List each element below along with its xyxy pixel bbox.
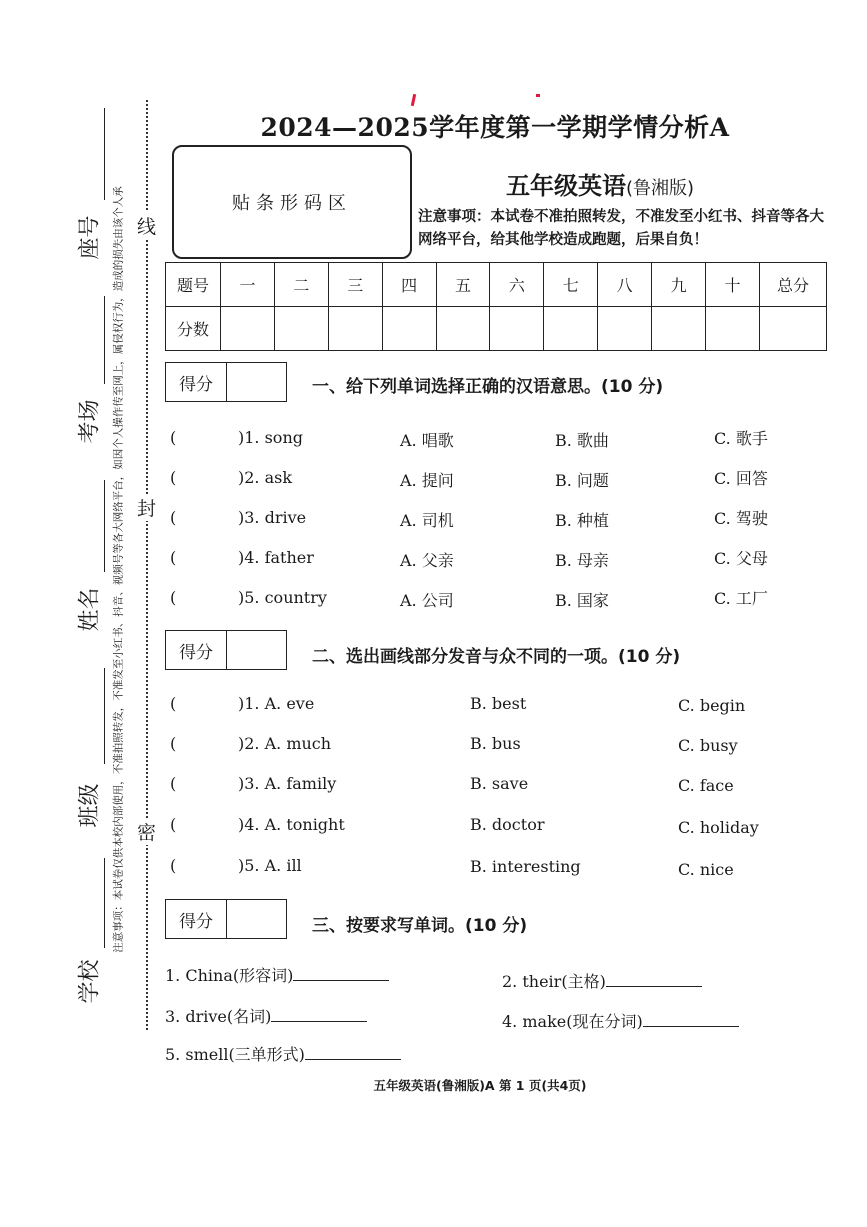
score-input-cell[interactable] bbox=[706, 307, 760, 351]
subject-edition: (鲁湘版) bbox=[625, 178, 695, 199]
score-input-cell[interactable] bbox=[598, 307, 652, 351]
question-number: )2. ask bbox=[238, 468, 293, 487]
fill-item-prompt: 2. their(主格) bbox=[502, 972, 606, 991]
paren: ( bbox=[170, 548, 177, 567]
question-number: )2. A. much bbox=[238, 734, 332, 753]
answer-blank[interactable] bbox=[293, 966, 389, 981]
paren: ( bbox=[170, 468, 177, 487]
section1-heading: 一、给下列单词选择正确的汉语意思。(10 分) bbox=[312, 377, 664, 397]
option-c[interactable]: C. 驾驶 bbox=[714, 509, 768, 528]
barcode-area-label: 贴条形码区 bbox=[232, 193, 352, 214]
option-c[interactable]: C. 回答 bbox=[714, 469, 768, 488]
paren: ( bbox=[170, 815, 177, 834]
fill-item-prompt: 4. make(现在分词) bbox=[502, 1012, 643, 1031]
option-b[interactable]: B. 种植 bbox=[555, 511, 609, 530]
option-b[interactable]: B. 母亲 bbox=[555, 551, 609, 570]
red-mark bbox=[536, 94, 540, 97]
score-table-cell: 六 bbox=[490, 263, 544, 307]
score-box-label: 得分 bbox=[166, 900, 227, 938]
score-table-cell: 九 bbox=[652, 263, 706, 307]
score-input-cell[interactable] bbox=[544, 307, 598, 351]
exam-room-line bbox=[104, 296, 105, 384]
score-input-cell[interactable] bbox=[221, 307, 275, 351]
option-a[interactable]: A. 公司 bbox=[400, 591, 454, 610]
option-a[interactable]: A. 父亲 bbox=[400, 551, 454, 570]
option-c[interactable]: C. nice bbox=[678, 860, 734, 879]
fill-item bbox=[502, 1009, 739, 1032]
question-number: )5. country bbox=[238, 588, 327, 607]
score-table-cell: 题号 bbox=[166, 263, 221, 307]
question-number: )1. song bbox=[238, 428, 303, 447]
fill-item-prompt: 5. smell(三单形式) bbox=[165, 1045, 305, 1064]
question-number: )4. father bbox=[238, 548, 314, 567]
paren: ( bbox=[170, 734, 177, 753]
option-b[interactable]: B. doctor bbox=[470, 815, 545, 834]
red-mark bbox=[411, 94, 416, 106]
paren: ( bbox=[170, 774, 177, 793]
score-input-cell[interactable] bbox=[328, 307, 382, 351]
warning-notice: 注意事项：本试卷不准拍照转发，不准发至小红书、抖音等各大网络平台，给其他学校造成跑题，后果自负！ bbox=[418, 209, 824, 248]
seal-char-secret: 密 bbox=[137, 818, 156, 845]
seat-label: 座号 bbox=[77, 215, 103, 260]
section3-score-box bbox=[165, 899, 287, 939]
option-b[interactable]: B. save bbox=[470, 774, 529, 793]
school-line bbox=[104, 858, 105, 948]
question-number: )5. A. ill bbox=[238, 856, 302, 875]
question-number: )4. A. tonight bbox=[238, 815, 345, 834]
score-input-cell[interactable] bbox=[652, 307, 706, 351]
option-b[interactable]: B. 歌曲 bbox=[555, 431, 609, 450]
exam-title: 2024—2025学年度第一学期学情分析A bbox=[260, 113, 730, 142]
seal-char-line: 线 bbox=[137, 212, 156, 239]
score-box-label: 得分 bbox=[166, 631, 227, 669]
fill-item bbox=[502, 969, 702, 992]
score-input-cell[interactable] bbox=[436, 307, 490, 351]
seat-line bbox=[104, 108, 105, 200]
answer-blank[interactable] bbox=[305, 1045, 401, 1060]
score-table-score-row bbox=[166, 307, 827, 351]
option-a[interactable]: A. 司机 bbox=[400, 511, 454, 530]
score-table-cell: 一 bbox=[221, 263, 275, 307]
option-b[interactable]: B. bus bbox=[470, 734, 521, 753]
answer-blank[interactable] bbox=[271, 1007, 367, 1022]
score-input-cell[interactable] bbox=[490, 307, 544, 351]
question-number: )1. A. eve bbox=[238, 694, 315, 713]
section2-heading: 二、选出画线部分发音与众不同的一项。(10 分) bbox=[312, 647, 681, 667]
paren: ( bbox=[170, 694, 177, 713]
option-c[interactable]: C. 父母 bbox=[714, 549, 768, 568]
score-table bbox=[165, 262, 827, 351]
section1-score-box bbox=[165, 362, 287, 402]
answer-blank[interactable] bbox=[606, 972, 702, 987]
section2-score-box bbox=[165, 630, 287, 670]
option-b[interactable]: B. best bbox=[470, 694, 527, 713]
score-table-cell: 七 bbox=[544, 263, 598, 307]
score-table-header-row bbox=[166, 263, 827, 307]
score-box-input[interactable] bbox=[227, 631, 286, 669]
score-box-label: 得分 bbox=[166, 363, 227, 401]
option-c[interactable]: C. begin bbox=[678, 696, 746, 715]
option-a[interactable]: A. 提问 bbox=[400, 471, 454, 490]
paren: ( bbox=[170, 508, 177, 527]
score-input-cell[interactable] bbox=[274, 307, 328, 351]
score-input-cell[interactable] bbox=[382, 307, 436, 351]
school-label: 学校 bbox=[77, 959, 103, 1004]
option-c[interactable]: C. holiday bbox=[678, 818, 759, 837]
score-box-input[interactable] bbox=[227, 900, 286, 938]
option-c[interactable]: C. face bbox=[678, 776, 734, 795]
subject-name: 五年级英语 bbox=[505, 172, 626, 200]
subject-title bbox=[440, 166, 760, 201]
score-table-cell: 四 bbox=[382, 263, 436, 307]
class-label: 班级 bbox=[77, 783, 103, 828]
fill-item bbox=[165, 1004, 367, 1027]
score-table-cell: 二 bbox=[274, 263, 328, 307]
score-table-cell: 八 bbox=[598, 263, 652, 307]
answer-blank[interactable] bbox=[643, 1012, 739, 1027]
vertical-notice: 注意事项：本试卷仅供本校内部使用，不准拍照转发，不准发至小红书、抖音、视频号等各大网络平台，如因个人操作传至网上，属侵权行为，造成的损失由该个人承 bbox=[112, 186, 125, 953]
exam-room-label: 考场 bbox=[77, 399, 103, 444]
binding-dotted-line bbox=[146, 100, 148, 1030]
option-b[interactable]: B. 国家 bbox=[555, 591, 609, 610]
option-c[interactable]: C. busy bbox=[678, 736, 738, 755]
fill-item bbox=[165, 963, 389, 986]
seal-char-seal: 封 bbox=[137, 494, 156, 521]
fill-item bbox=[165, 1042, 401, 1065]
paren: ( bbox=[170, 428, 177, 447]
name-line bbox=[104, 480, 105, 572]
score-table-cell: 分数 bbox=[166, 307, 221, 351]
option-c[interactable]: C. 工厂 bbox=[714, 589, 768, 608]
score-table-cell: 总分 bbox=[760, 263, 827, 307]
class-line bbox=[104, 668, 105, 764]
score-table-cell: 三 bbox=[328, 263, 382, 307]
section3-heading: 三、按要求写单词。(10 分) bbox=[312, 916, 528, 936]
question-number: )3. drive bbox=[238, 508, 307, 527]
option-b[interactable]: B. interesting bbox=[470, 857, 581, 876]
score-box-input[interactable] bbox=[227, 363, 286, 401]
fill-item-prompt: 1. China(形容词) bbox=[165, 966, 294, 985]
fill-item-prompt: 3. drive(名词) bbox=[165, 1007, 272, 1026]
option-b[interactable]: B. 问题 bbox=[555, 471, 609, 490]
score-input-cell[interactable] bbox=[760, 307, 827, 351]
page-footer: 五年级英语(鲁湘版)A 第 1 页(共4页) bbox=[373, 1078, 587, 1093]
barcode-area bbox=[172, 145, 412, 259]
paren: ( bbox=[170, 856, 177, 875]
paren: ( bbox=[170, 588, 177, 607]
name-label: 姓名 bbox=[77, 587, 103, 632]
question-number: )3. A. family bbox=[238, 774, 337, 793]
score-table-cell: 五 bbox=[436, 263, 490, 307]
option-c[interactable]: C. 歌手 bbox=[714, 429, 768, 448]
option-a[interactable]: A. 唱歌 bbox=[400, 431, 454, 450]
score-table-cell: 十 bbox=[706, 263, 760, 307]
